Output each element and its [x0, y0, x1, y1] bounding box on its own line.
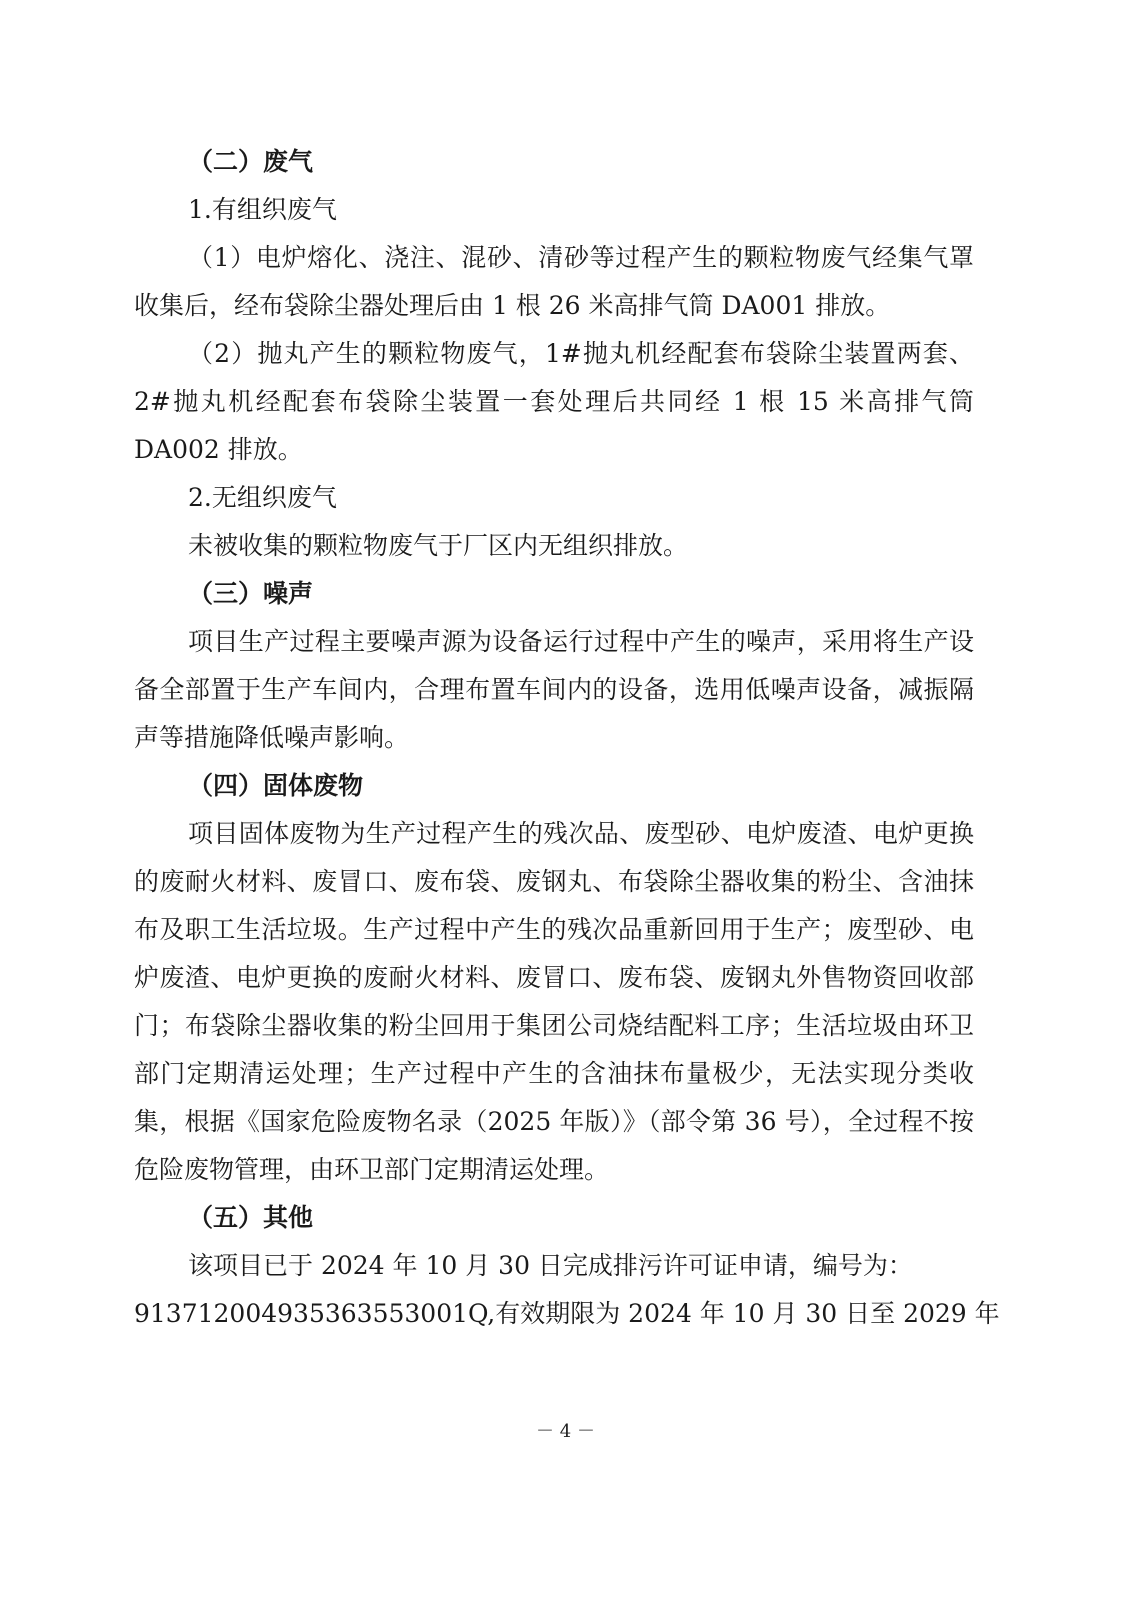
paragraph-other-line-2: 913712004935363553001Q,有效期限为 2024 年 10 月 30 日至 2029 年	[134, 1299, 1000, 1328]
section-heading-other: （五）其他	[188, 1203, 314, 1232]
paragraph-unorganized-gas: 未被收集的颗粒物废气于厂区内无组织排放。	[188, 531, 689, 560]
paragraph-organized-gas-2: （2）抛丸产生的颗粒物废气，1#抛丸机经配套布袋除尘装置两套、2#抛丸机经配套布袋除尘装置一套处理后共同经 1 根 15 米高排气筒 DA002 排放。	[134, 339, 974, 464]
paragraph-noise: 项目生产过程主要噪声源为设备运行过程中产生的噪声，采用将生产设备全部置于生产车间内，合理布置车间内的设备，选用低噪声设备，减振隔声等措施降低噪声影响。	[134, 627, 974, 752]
document-body	[134, 138, 1000, 1338]
section-heading-noise: （三）噪声	[188, 579, 314, 608]
paragraph-other-line-1: 该项目已于 2024 年 10 月 30 日完成排污许可证申请，编号为：	[188, 1251, 913, 1280]
section-heading-solid-waste: （四）固体废物	[188, 771, 364, 800]
subheading-unorganized-gas: 2.无组织废气	[188, 483, 337, 512]
section-heading-waste-gas: （二）废气	[188, 147, 314, 176]
subheading-organized-gas: 1.有组织废气	[188, 195, 337, 224]
page-number: － 4 －	[536, 1421, 595, 1442]
paragraph-solid-waste: 项目固体废物为生产过程产生的残次品、废型砂、电炉废渣、电炉更换的废耐火材料、废冒口、废布袋、废钢丸、布袋除尘器收集的粉尘、含油抹布及职工生活垃圾。生产过程中产生的残次品重新回用于生产；废型砂、电炉废渣、电炉更换的废耐火材料、废冒口、废布袋、废钢丸外售物资回收部门；布袋除尘器收集的粉尘回用于集团公司烧结配料工序；生活垃圾由环卫部门定期清运处理；生产过程中产生的含油抹布量极少，无法实现分类收集，根据《国家危险废物名录（2025 年版）》（部令第 36 号），全过程不按危险废物管理，由环卫部门定期清运处理。	[134, 819, 974, 1184]
paragraph-organized-gas-1: （1）电炉熔化、浇注、混砂、清砂等过程产生的颗粒物废气经集气罩收集后，经布袋除尘器处理后由 1 根 26 米高排气筒 DA001 排放。	[134, 243, 974, 320]
